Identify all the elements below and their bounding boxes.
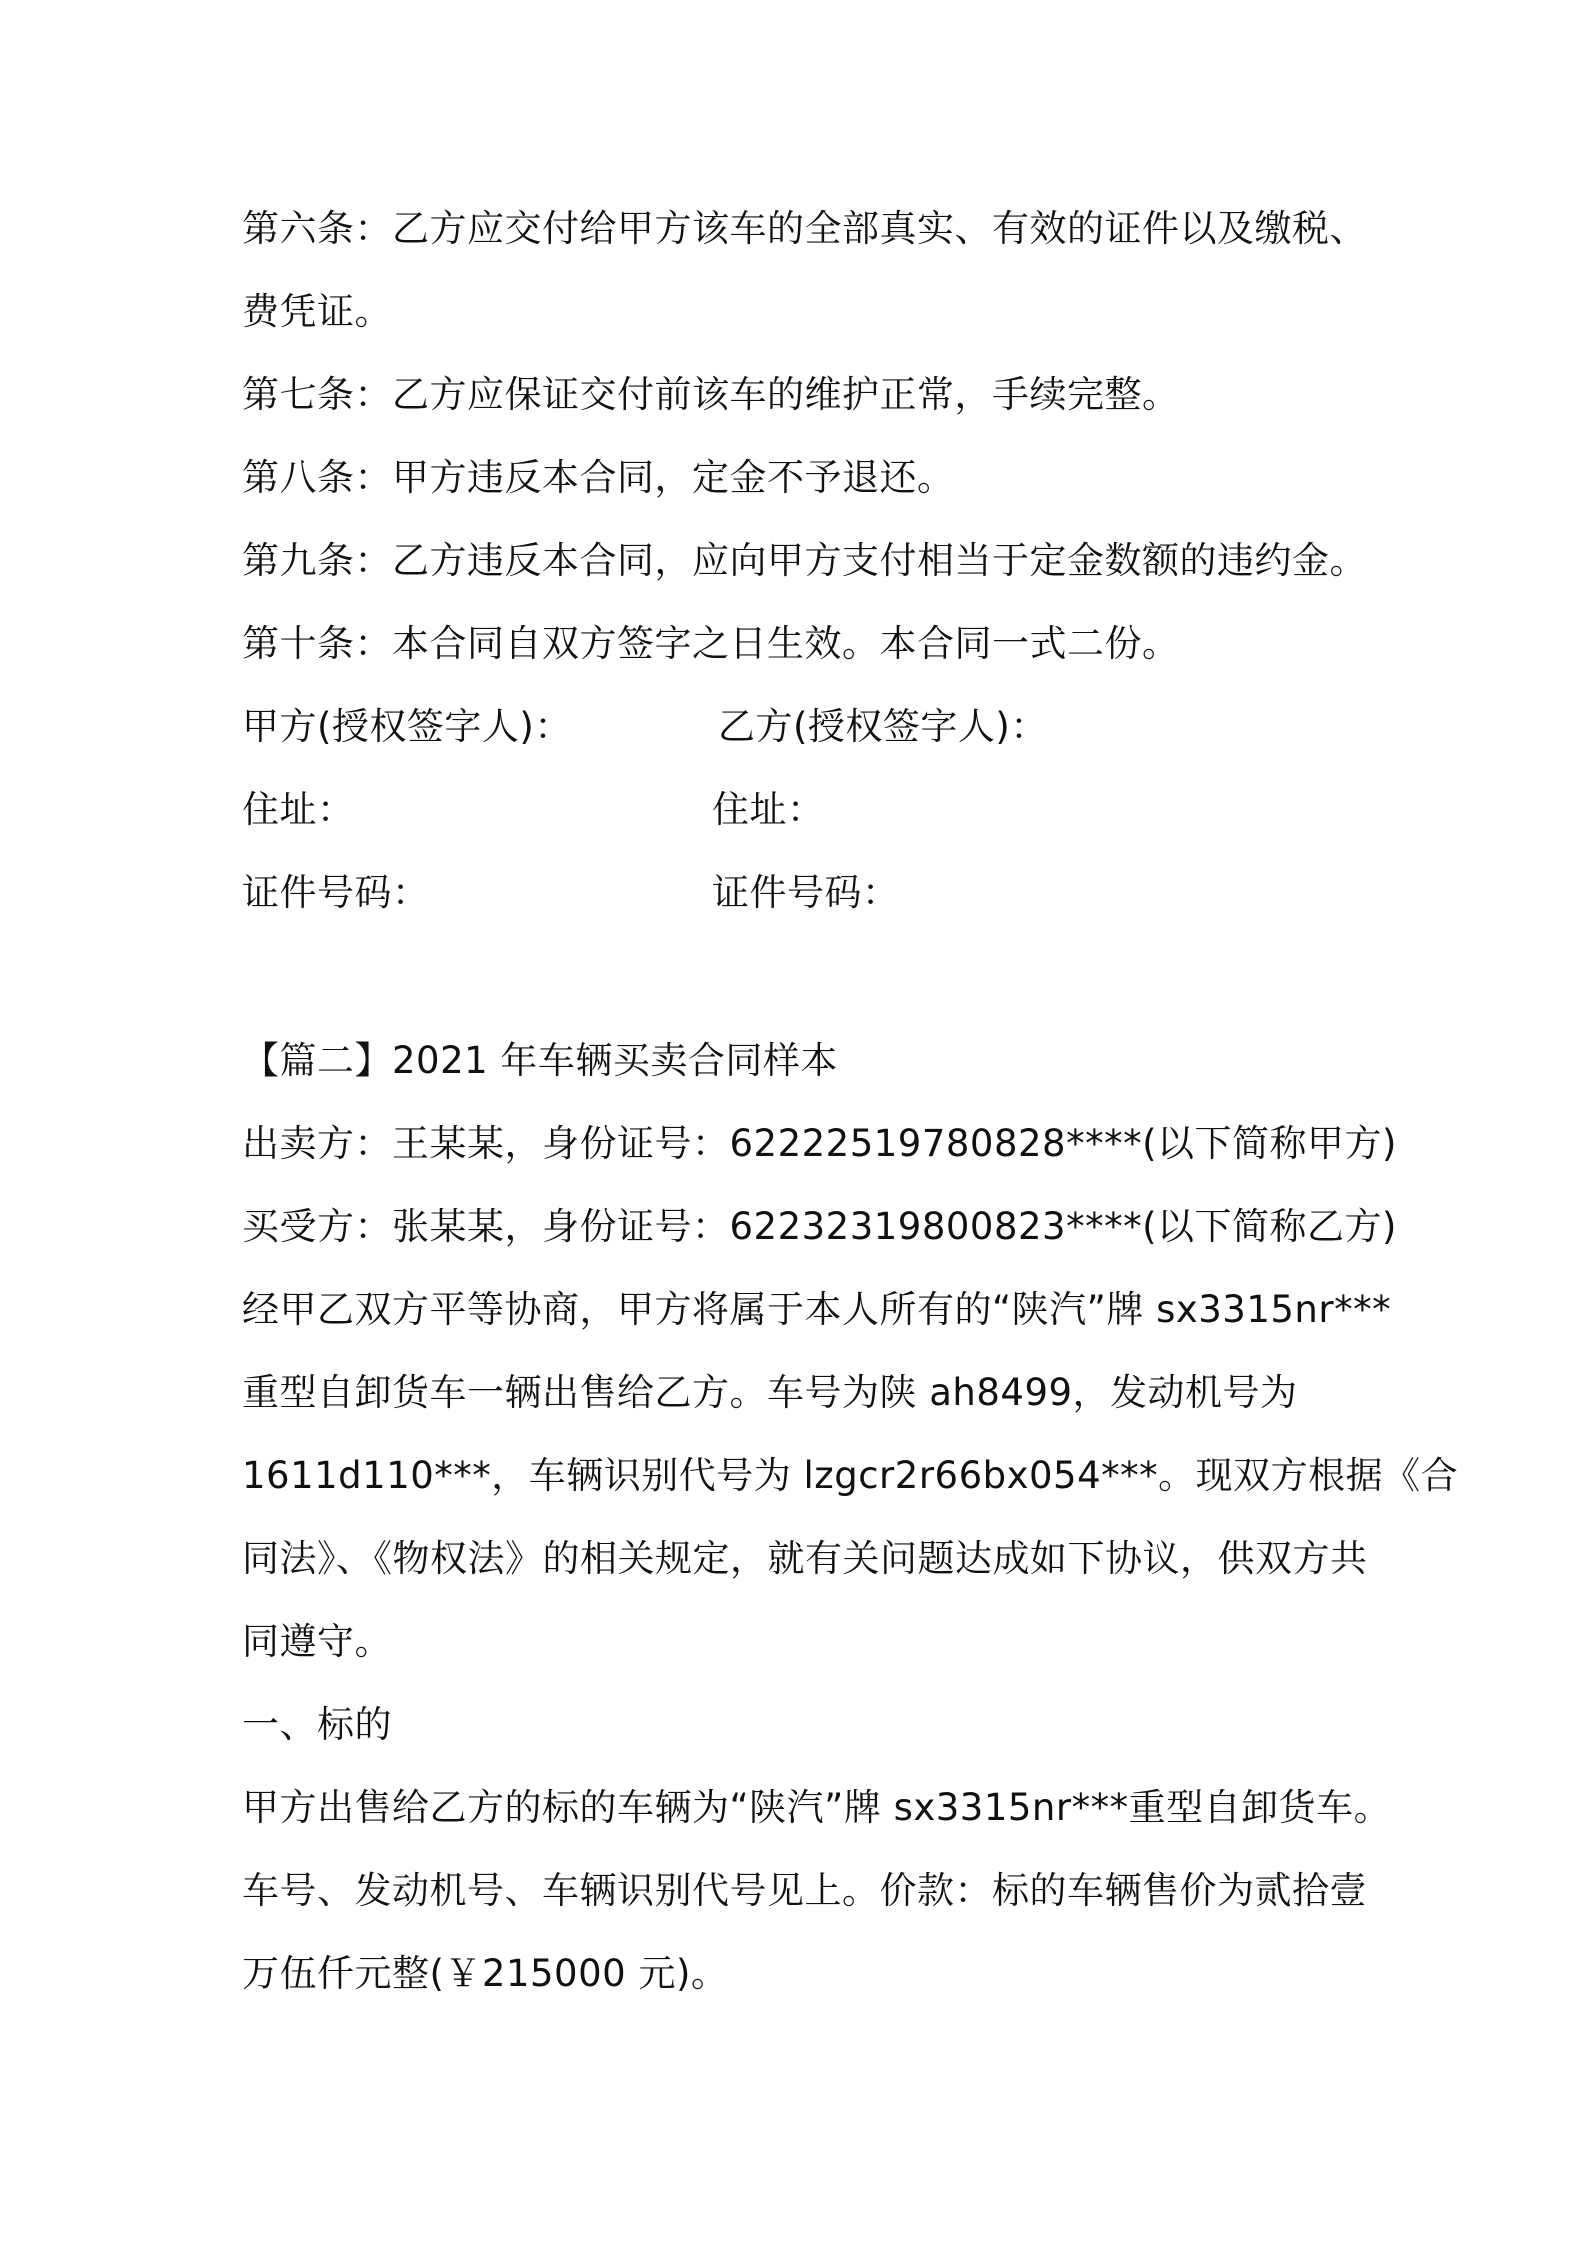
preamble-line-5: 同遵守。 — [242, 1620, 392, 1663]
party-b-address-label: 住址： — [712, 788, 825, 831]
subject-heading: 一、标的 — [242, 1703, 392, 1746]
article-6-line-2: 费凭证。 — [242, 290, 392, 333]
party-a-signatory-label: 甲方(授权签字人)： — [242, 705, 572, 748]
subject-line-2: 车号、发动机号、车辆识别代号见上。价款：标的车辆售价为贰拾壹 — [242, 1869, 1367, 1912]
preamble-line-4: 同法》、《物权法》的相关规定，就有关问题达成如下协议，供双方共 — [242, 1537, 1368, 1580]
section-2-heading: 【篇二】2021 年车辆买卖合同样本 — [242, 1039, 838, 1082]
article-9: 第九条：乙方违反本合同，应向甲方支付相当于定金数额的违约金。 — [242, 539, 1367, 582]
preamble-line-3: 1611d110***，车辆识别代号为 lzgcr2r66bx054***。现双方根据《合 — [242, 1454, 1459, 1497]
buyer-line: 买受方：张某某，身份证号：62232319800823****(以下简称乙方) — [242, 1205, 1397, 1248]
article-6-line-1: 第六条：乙方应交付给甲方该车的全部真实、有效的证件以及缴税、 — [242, 207, 1367, 250]
subject-line-1: 甲方出售给乙方的标的车辆为“陕汽”牌 sx3315nr***重型自卸货车。 — [242, 1786, 1392, 1829]
party-b-id-label: 证件号码： — [712, 871, 900, 914]
article-7: 第七条：乙方应保证交付前该车的维护正常，手续完整。 — [242, 373, 1180, 416]
party-a-address-label: 住址： — [242, 788, 355, 831]
party-a-id-label: 证件号码： — [242, 871, 430, 914]
article-8: 第八条：甲方违反本合同，定金不予退还。 — [242, 456, 955, 499]
preamble-line-1: 经甲乙双方平等协商，甲方将属于本人所有的“陕汽”牌 sx3315nr*** — [242, 1288, 1392, 1331]
subject-line-3: 万伍仟元整(￥215000 元)。 — [242, 1952, 729, 1995]
party-b-signatory-label: 乙方(授权签字人)： — [718, 705, 1048, 748]
article-10: 第十条：本合同自双方签字之日生效。本合同一式二份。 — [242, 622, 1180, 665]
seller-line: 出卖方：王某某，身份证号：62222519780828****(以下简称甲方) — [242, 1122, 1397, 1165]
preamble-line-2: 重型自卸货车一辆出售给乙方。车号为陕 ah8499，发动机号为 — [242, 1371, 1298, 1414]
